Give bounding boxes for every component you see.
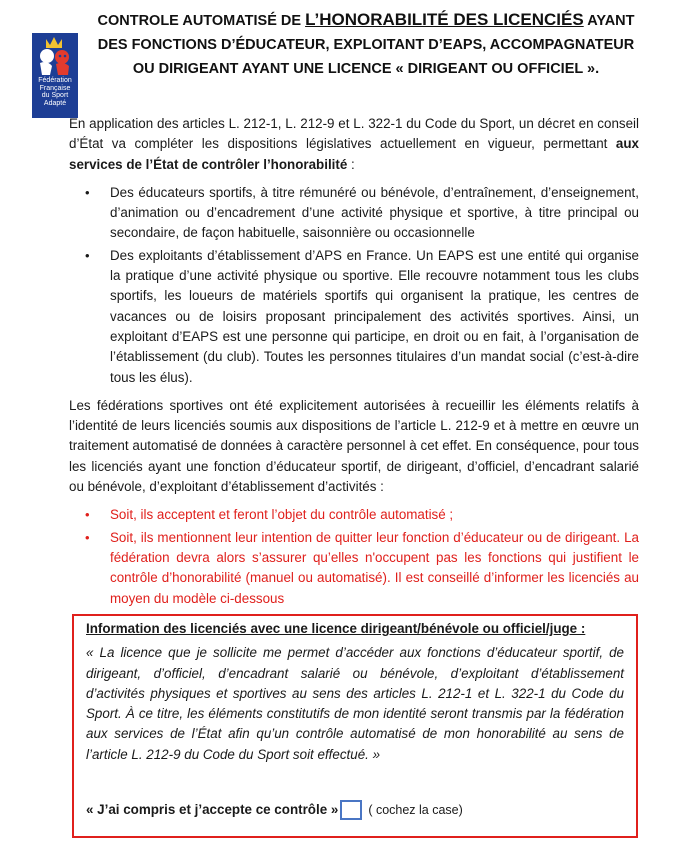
intro-paragraph	[69, 114, 639, 175]
logo-figures-icon	[32, 33, 78, 79]
title-emphasis: L’HONORABILITÉ DES LICENCIÉS	[305, 10, 584, 29]
federation-paragraph: Les fédérations sportives ont été explicitement autorisées à recueillir les éléments relatifs à l’identité de leurs licenciés soumis aux dispositions de l’article L. 212-9 et à mettre en œuvre un traitement automatisé de données à caractère personnel à cet effet. En conséquence, pour tous les licenciés ayant une fonction d’éducateur sportif, de dirigeant, d’officiel, d’encadrant salarié ou bénévole, d’exploitant d’établissement d’activités :	[69, 397, 639, 495]
info-box	[72, 614, 638, 838]
checkbox-hint: ( cochez la case)	[368, 803, 463, 817]
logo-text-line: Française	[39, 84, 71, 92]
logo-text-line: du Sport	[41, 92, 69, 99]
list-item	[85, 183, 639, 244]
consent-label: « J’ai compris et j’accepte ce contrôle »	[86, 802, 339, 817]
list-item	[85, 505, 639, 525]
list-item-text: Des exploitants d’établissement d’APS en France. Un EAPS est une entité qui organise la pratique d’une activité physique ou sportive. Elle recouvre notamment tous les clubs sportifs, les loueurs de matériels sportifs qui organisent la pratique, les centres de vacances ou de loisirs proposant principalement des activités sportives. Ainsi, un exploitant d’EAPS est une personne qui participe, en droit ou en fait, à l’organisation de l’établissement (du club). Toutes les personnes titulaires d’un mandat social (c’est-à-dire tous les élus).	[110, 247, 639, 385]
bullet-icon: •	[85, 507, 90, 523]
consent-checkbox[interactable]	[340, 800, 362, 820]
list-item	[85, 528, 639, 609]
bullet-icon: •	[85, 529, 90, 545]
title-part1: CONTROLE AUTOMATISÉ DE	[97, 13, 306, 29]
list-item	[85, 246, 639, 388]
logo-text	[32, 77, 78, 107]
federation-logo	[32, 33, 78, 118]
intro-bold: aux services de l’État de contrôler l’honorabilité	[69, 136, 639, 172]
document-body	[69, 114, 639, 617]
document-title	[96, 8, 636, 81]
info-box-quote: « La licence que je sollicite me permet d’accéder aux fonctions d’éducateur sportif, de dirigeant, d’officiel, d’encadrant salarié ou bénévole, d’exploitant d’établissement d’activités physiques et sportives au sens des articles L. 212-1 et L. 322-1 du Code du Sport. À ce titre, les éléments constitutifs de mon identité seront transmis par la fédération aux services de l’État afin qu’un contrôle automatisé de mon honorabilité au sens de l’article L. 212-9 du Code du Sport soit effectué. »	[86, 645, 624, 762]
bullet-icon: •	[85, 184, 90, 200]
logo-text-line: Fédération	[38, 77, 72, 84]
logo-text-line: Adapté	[43, 99, 67, 107]
options-list	[69, 505, 639, 608]
bullet-icon: •	[85, 247, 90, 263]
role-list	[69, 183, 639, 388]
intro-end: :	[347, 156, 355, 172]
consent-row	[86, 800, 463, 820]
list-item-text: Soit, ils acceptent et feront l’objet du contrôle automatisé ;	[110, 507, 454, 523]
list-item-text: Des éducateurs sportifs, à titre rémunéré ou bénévole, d’entraînement, d’enseignement, d’animation ou d’encadrement d’une activité physique et sportive, à titre principal ou secondaire, de façon habituelle, saisonnière ou occasionnelle	[110, 184, 639, 241]
title-part2: AYANT DES FONCTIONS D’ÉDUCATEUR, EXPLOITANT D’EAPS, ACCOMPAGNATEUR OU DIRIGEANT AYANT UNE LICENCE « DIRIGEANT OU OFFICIEL ».	[97, 13, 635, 77]
intro-text: En application des articles L. 212-1, L. 212-9 et L. 322-1 du Code du Sport, un décret en conseil d’État va compléter les dispositions législatives actuellement en vigueur, permettant	[69, 116, 639, 152]
list-item-text: Soit, ils mentionnent leur intention de quitter leur fonction d’éducateur ou de dirigeant. La fédération devra alors s’assurer qu’elles n'occupent pas les fonctions qui justifient le contrôle d’honorabilité (manuel ou automatisé). Il est conseillé d’informer les licenciés au moyen du modèle ci-dessous	[110, 529, 639, 606]
info-box-title: Information des licenciés avec une licence dirigeant/bénévole ou officiel/juge :	[86, 621, 586, 636]
